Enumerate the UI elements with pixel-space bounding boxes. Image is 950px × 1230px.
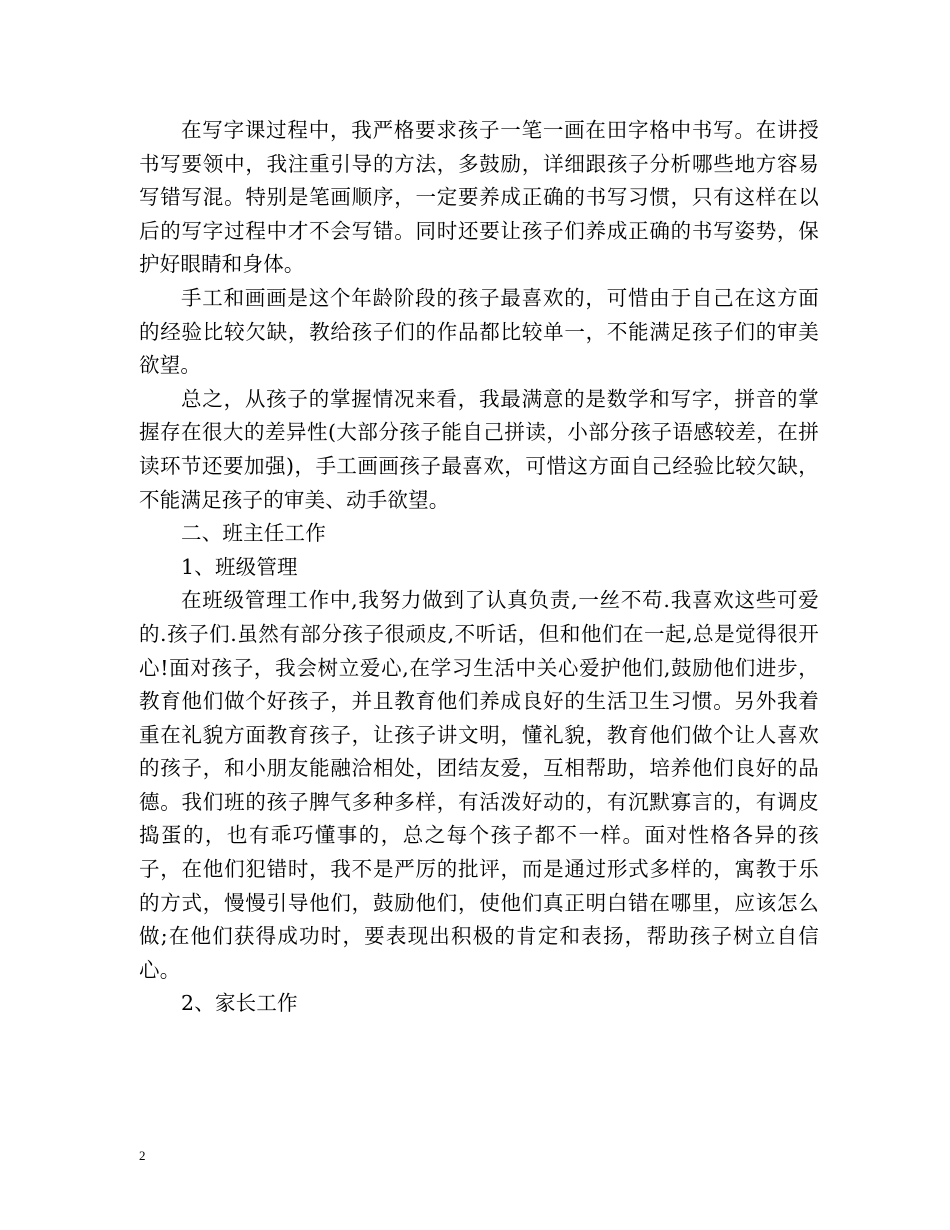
section-heading: 二、班主任工作: [181, 521, 326, 546]
document-body: [139, 114, 819, 1021]
subsection-heading-class-management: 1、班级管理: [181, 554, 298, 579]
paragraph-writing-class: 在写字课过程中，我严格要求孩子一笔一画在田字格中书写。在讲授书写要领中，我注重引导的方法，多鼓励，详细跟孩子分析哪些地方容易写错写混。特别是笔画顺序，一定要养成正确的书写习惯，只有这样在以后的写字过程中才不会写错。同时还要让孩子们养成正确的书写姿势，保护好眼睛和身体。: [139, 118, 819, 277]
page-number: 2: [139, 1148, 146, 1163]
subsection-heading-parent-work: 2、家长工作: [181, 991, 298, 1016]
paragraph-handcraft-drawing: 手工和画画是这个年龄阶段的孩子最喜欢的，可惜由于自己在这方面的经验比较欠缺，教给孩子们的作品都比较单一，不能满足孩子们的审美欲望。: [139, 285, 819, 378]
paragraph-class-management: 在班级管理工作中,我努力做到了认真负责,一丝不苟.我喜欢这些可爱的.孩子们.虽然有部分孩子很顽皮,不听话，但和他们在一起,总是觉得很开心!面对孩子，我会树立爱心,在学习生活中关心爱护他们,鼓励他们进步，教育他们做个好孩子，并且教育他们养成良好的生活卫生习惯。另外我着重在礼貌方面教育孩子，让孩子讲文明，懂礼貌，教育他们做个让人喜欢的孩子，和小朋友能融洽相处，团结友爱，互相帮助，培养他们良好的品德。我们班的孩子脾气多种多样，有活泼好动的，有沉默寡言的，有调皮捣蛋的，也有乖巧懂事的，总之每个孩子都不一样。面对性格各异的孩子，在他们犯错时，我不是严厉的批评，而是通过形式多样的，寓教于乐的方式，慢慢引导他们，鼓励他们，使他们真正明白错在哪里，应该怎么做;在他们获得成功时，要表现出积极的肯定和表扬，帮助孩子树立自信心。: [139, 588, 819, 982]
paragraph-summary: 总之，从孩子的掌握情况来看，我最满意的是数学和写字，拼音的掌握存在很大的差异性(大部分孩子能自己拼读，小部分孩子语感较差，在拼读环节还要加强)，手工画画孩子最喜欢，可惜这方面自己经验比较欠缺，不能满足孩子的审美、动手欲望。: [139, 386, 819, 512]
